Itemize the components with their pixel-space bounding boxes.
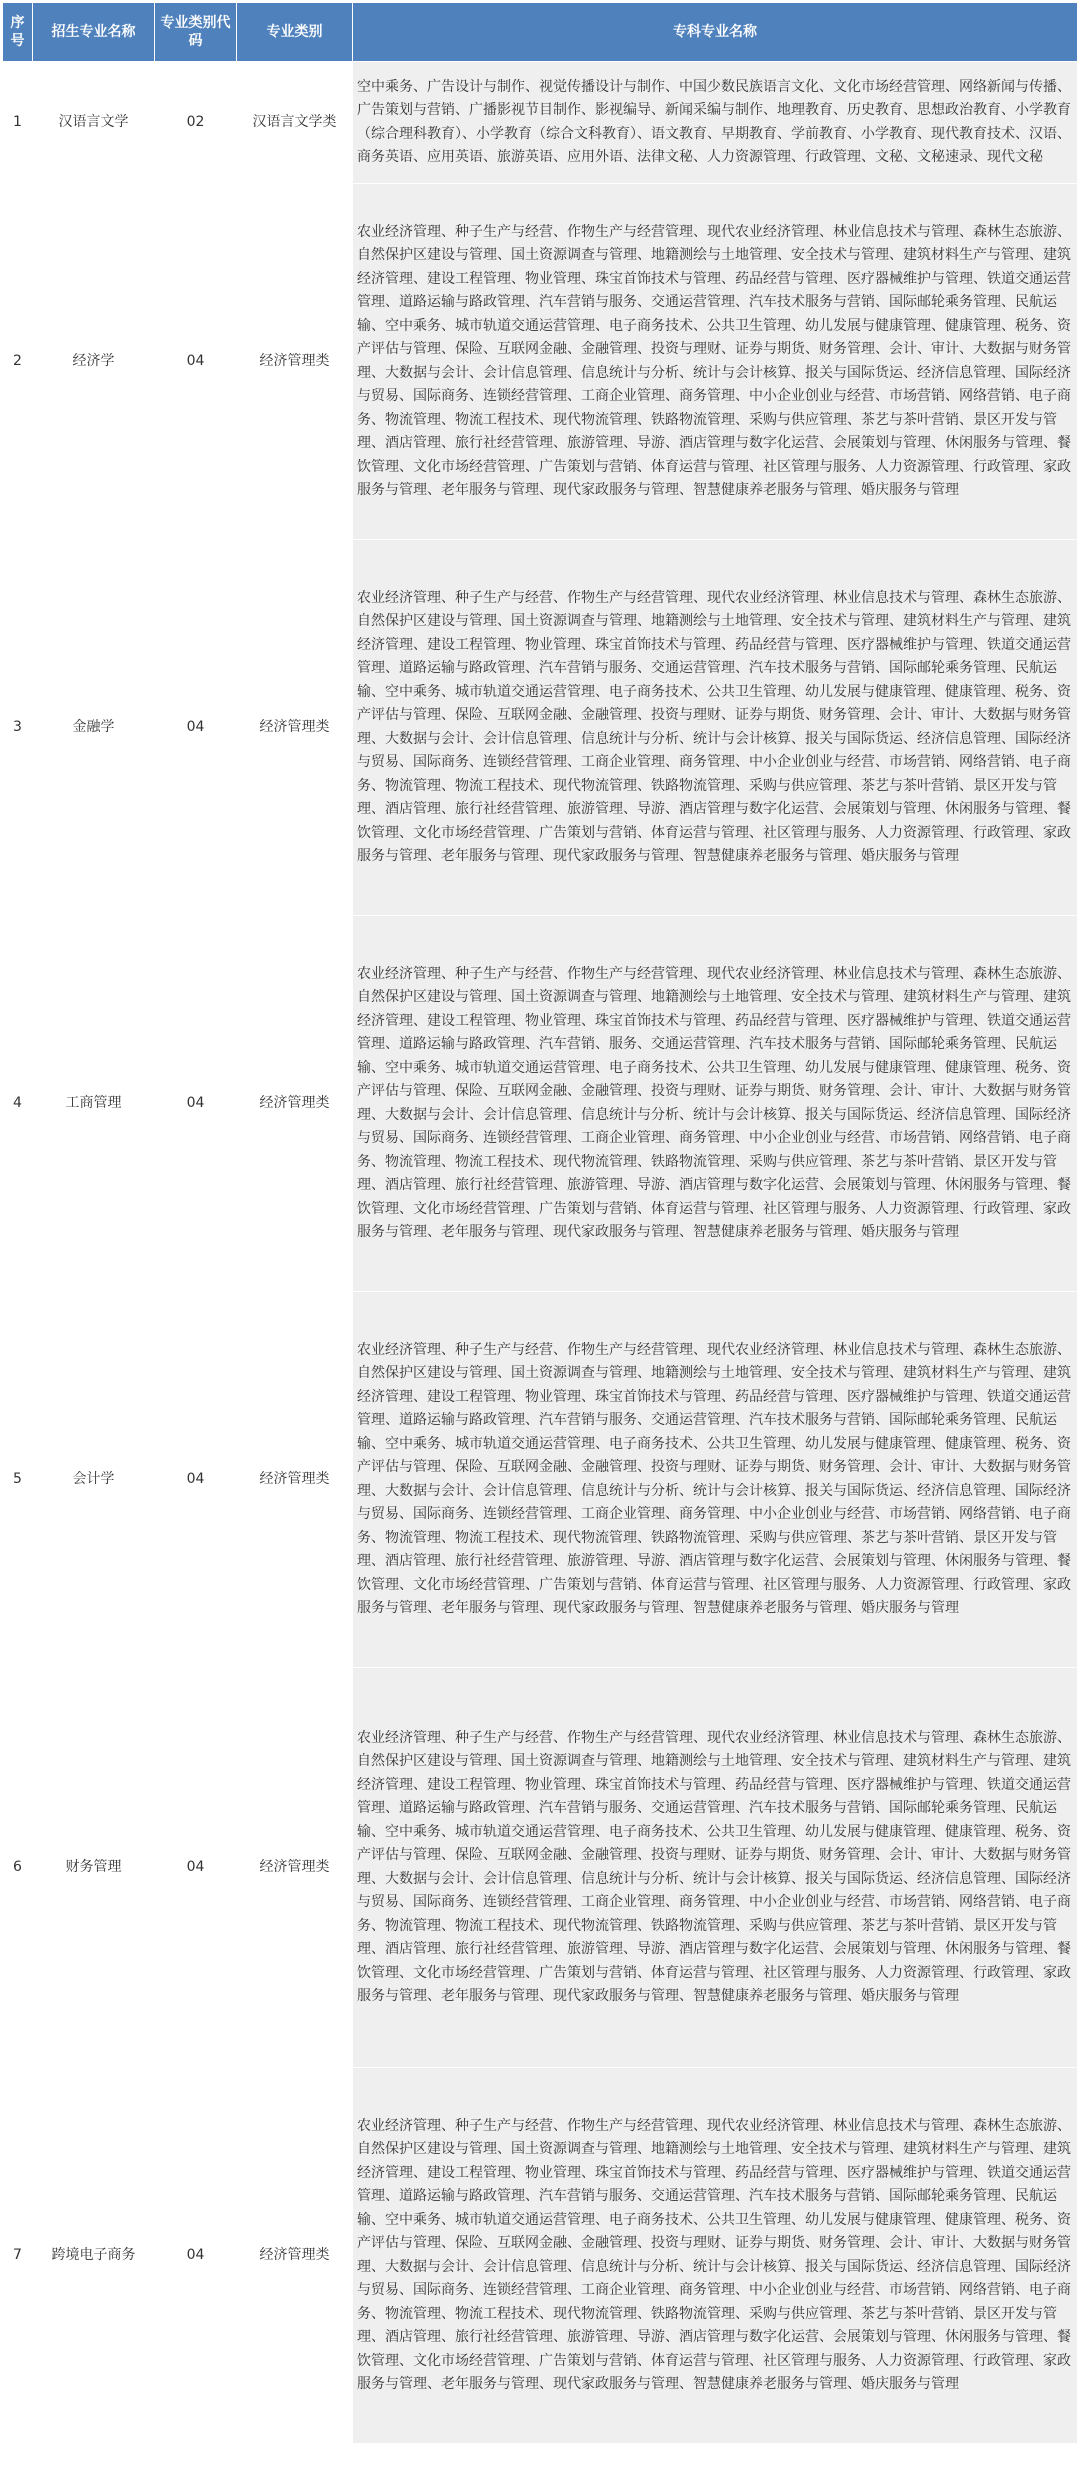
row-index: 3: [3, 540, 33, 916]
row-specialties: 农业经济管理、种子生产与经营、作物生产与经营管理、现代农业经济管理、林业信息技术与管理、森林生态旅游、自然保护区建设与管理、国土资源调查与管理、地籍测绘与土地管理、安全技术与管理、建筑材料生产与管理、建筑经济管理、建设工程管理、物业管理、珠宝首饰技术与管理、药品经营与管理、医疗器械维护与管理、铁道交通运营管理、道路运输与路政管理、汽车营销与服务、交通运营管理、汽车技术服务与营销、国际邮轮乘务管理、民航运输、空中乘务、城市轨道交通运营管理、电子商务技术、公共卫生管理、幼儿发展与健康管理、健康管理、税务、资产评估与管理、保险、互联网金融、金融管理、投资与理财、证券与期货、财务管理、会计、审计、大数据与财务管理、大数据与会计、会计信息管理、信息统计与分析、统计与会计核算、报关与国际货运、经济信息管理、国际经济与贸易、国际商务、连锁经营管理、工商企业管理、商务管理、中小企业创业与经营、市场营销、网络营销、电子商务、物流管理、物流工程技术、现代物流管理、铁路物流管理、采购与供应管理、茶艺与茶叶营销、景区开发与管理、酒店管理、旅行社经营管理、旅游管理、导游、酒店管理与数字化运营、会展策划与管理、休闲服务与管理、餐饮管理、文化市场经营管理、广告策划与营销、体育运营与管理、社区管理与服务、人力资源管理、行政管理、家政服务与管理、老年服务与管理、现代家政服务与管理、智慧健康养老服务与管理、婚庆服务与管理: [353, 2068, 1078, 2444]
row-category-code: 04: [155, 184, 237, 540]
row-index: 5: [3, 1292, 33, 1668]
row-category-code: 04: [155, 540, 237, 916]
table-row: [3, 184, 1078, 540]
row-major-name: 金融学: [33, 540, 155, 916]
table-row: [3, 1668, 1078, 2068]
row-specialties: 农业经济管理、种子生产与经营、作物生产与经营管理、现代农业经济管理、林业信息技术与管理、森林生态旅游、自然保护区建设与管理、国土资源调查与管理、地籍测绘与土地管理、安全技术与管理、建筑材料生产与管理、建筑经济管理、建设工程管理、物业管理、珠宝首饰技术与管理、药品经营与管理、医疗器械维护与管理、铁道交通运营管理、道路运输与路政管理、汽车营销与服务、交通运营管理、汽车技术服务与营销、国际邮轮乘务管理、民航运输、空中乘务、城市轨道交通运营管理、电子商务技术、公共卫生管理、幼儿发展与健康管理、健康管理、税务、资产评估与管理、保险、互联网金融、金融管理、投资与理财、证券与期货、财务管理、会计、审计、大数据与财务管理、大数据与会计、会计信息管理、信息统计与分析、统计与会计核算、报关与国际货运、经济信息管理、国际经济与贸易、国际商务、连锁经营管理、工商企业管理、商务管理、中小企业创业与经营、市场营销、网络营销、电子商务、物流管理、物流工程技术、现代物流管理、铁路物流管理、采购与供应管理、茶艺与茶叶营销、景区开发与管理、酒店管理、旅行社经营管理、旅游管理、导游、酒店管理与数字化运营、会展策划与管理、休闲服务与管理、餐饮管理、文化市场经营管理、广告策划与营销、体育运营与管理、社区管理与服务、人力资源管理、行政管理、家政服务与管理、老年服务与管理、现代家政服务与管理、智慧健康养老服务与管理、婚庆服务与管理: [353, 184, 1078, 540]
row-major-name: 财务管理: [33, 1668, 155, 2068]
header-category-code: 专业类别代码: [155, 3, 237, 62]
row-index: 2: [3, 184, 33, 540]
row-category-code: 04: [155, 916, 237, 1292]
table-row: [3, 916, 1078, 1292]
row-major-name: 经济学: [33, 184, 155, 540]
row-category-code: 02: [155, 62, 237, 184]
row-index: 4: [3, 916, 33, 1292]
row-specialties: 农业经济管理、种子生产与经营、作物生产与经营管理、现代农业经济管理、林业信息技术与管理、森林生态旅游、自然保护区建设与管理、国土资源调查与管理、地籍测绘与土地管理、安全技术与管理、建筑材料生产与管理、建筑经济管理、建设工程管理、物业管理、珠宝首饰技术与管理、药品经营与管理、医疗器械维护与管理、铁道交通运营管理、道路运输与路政管理、汽车营销与服务、交通运营管理、汽车技术服务与营销、国际邮轮乘务管理、民航运输、空中乘务、城市轨道交通运营管理、电子商务技术、公共卫生管理、幼儿发展与健康管理、健康管理、税务、资产评估与管理、保险、互联网金融、金融管理、投资与理财、证券与期货、财务管理、会计、审计、大数据与财务管理、大数据与会计、会计信息管理、信息统计与分析、统计与会计核算、报关与国际货运、经济信息管理、国际经济与贸易、国际商务、连锁经营管理、工商企业管理、商务管理、中小企业创业与经营、市场营销、网络营销、电子商务、物流管理、物流工程技术、现代物流管理、铁路物流管理、采购与供应管理、茶艺与茶叶营销、景区开发与管理、酒店管理、旅行社经营管理、旅游管理、导游、酒店管理与数字化运营、会展策划与管理、休闲服务与管理、餐饮管理、文化市场经营管理、广告策划与营销、体育运营与管理、社区管理与服务、人力资源管理、行政管理、家政服务与管理、老年服务与管理、现代家政服务与管理、智慧健康养老服务与管理、婚庆服务与管理: [353, 1668, 1078, 2068]
row-specialties: 空中乘务、广告设计与制作、视觉传播设计与制作、中国少数民族语言文化、文化市场经营管理、网络新闻与传播、广告策划与营销、广播影视节目制作、影视编导、新闻采编与制作、地理教育、历史教育、思想政治教育、小学教育（综合理科教育）、小学教育（综合文科教育）、语文教育、早期教育、学前教育、小学教育、现代教育技术、汉语、商务英语、应用英语、旅游英语、应用外语、法律文秘、人力资源管理、行政管理、文秘、文秘速录、现代文秘: [353, 62, 1078, 184]
row-major-name: 工商管理: [33, 916, 155, 1292]
row-category: 经济管理类: [237, 540, 353, 916]
table-row: [3, 2068, 1078, 2444]
row-index: 7: [3, 2068, 33, 2444]
row-major-name: 汉语言文学: [33, 62, 155, 184]
row-major-name: 会计学: [33, 1292, 155, 1668]
row-category: 汉语言文学类: [237, 62, 353, 184]
major-table: [2, 2, 1078, 2444]
row-category: 经济管理类: [237, 1292, 353, 1668]
table-header: [3, 3, 1078, 62]
row-specialties: 农业经济管理、种子生产与经营、作物生产与经营管理、现代农业经济管理、林业信息技术与管理、森林生态旅游、自然保护区建设与管理、国土资源调查与管理、地籍测绘与土地管理、安全技术与管理、建筑材料生产与管理、建筑经济管理、建设工程管理、物业管理、珠宝首饰技术与管理、药品经营与管理、医疗器械维护与管理、铁道交通运营管理、道路运输与路政管理、汽车营销、服务、交通运营管理、汽车技术服务与营销、国际邮轮乘务管理、民航运输、空中乘务、城市轨道交通运营管理、电子商务技术、公共卫生管理、幼儿发展与健康管理、健康管理、税务、资产评估与管理、保险、互联网金融、金融管理、投资与理财、证券与期货、财务管理、会计、审计、大数据与财务管理、大数据与会计、会计信息管理、信息统计与分析、统计与会计核算、报关与国际货运、经济信息管理、国际经济与贸易、国际商务、连锁经营管理、工商企业管理、商务管理、中小企业创业与经营、市场营销、网络营销、电子商务、物流管理、物流工程技术、现代物流管理、铁路物流管理、采购与供应管理、茶艺与茶叶营销、景区开发与管理、酒店管理、旅行社经营管理、旅游管理、导游、酒店管理与数字化运营、会展策划与管理、休闲服务与管理、餐饮管理、文化市场经营管理、广告策划与营销、体育运营与管理、社区管理与服务、人力资源管理、行政管理、家政服务与管理、老年服务与管理、现代家政服务与管理、智慧健康养老服务与管理、婚庆服务与管理: [353, 916, 1078, 1292]
row-category: 经济管理类: [237, 916, 353, 1292]
header-category: 专业类别: [237, 3, 353, 62]
table-row: [3, 540, 1078, 916]
header-row: [3, 3, 1078, 62]
row-index: 1: [3, 62, 33, 184]
row-major-name: 跨境电子商务: [33, 2068, 155, 2444]
row-category-code: 04: [155, 2068, 237, 2444]
header-specialties: 专科专业名称: [353, 3, 1078, 62]
header-major-name: 招生专业名称: [33, 3, 155, 62]
table-row: [3, 62, 1078, 184]
table-row: [3, 1292, 1078, 1668]
row-specialties: 农业经济管理、种子生产与经营、作物生产与经营管理、现代农业经济管理、林业信息技术与管理、森林生态旅游、自然保护区建设与管理、国土资源调查与管理、地籍测绘与土地管理、安全技术与管理、建筑材料生产与管理、建筑经济管理、建设工程管理、物业管理、珠宝首饰技术与管理、药品经营与管理、医疗器械维护与管理、铁道交通运营管理、道路运输与路政管理、汽车营销与服务、交通运营管理、汽车技术服务与营销、国际邮轮乘务管理、民航运输、空中乘务、城市轨道交通运营管理、电子商务技术、公共卫生管理、幼儿发展与健康管理、健康管理、税务、资产评估与管理、保险、互联网金融、金融管理、投资与理财、证券与期货、财务管理、会计、审计、大数据与财务管理、大数据与会计、会计信息管理、信息统计与分析、统计与会计核算、报关与国际货运、经济信息管理、国际经济与贸易、国际商务、连锁经营管理、工商企业管理、商务管理、中小企业创业与经营、市场营销、网络营销、电子商务、物流管理、物流工程技术、现代物流管理、铁路物流管理、采购与供应管理、茶艺与茶叶营销、景区开发与管理、酒店管理、旅行社经营管理、旅游管理、导游、酒店管理与数字化运营、会展策划与管理、休闲服务与管理、餐饮管理、文化市场经营管理、广告策划与营销、体育运营与管理、社区管理与服务、人力资源管理、行政管理、家政服务与管理、老年服务与管理、现代家政服务与管理、智慧健康养老服务与管理、婚庆服务与管理: [353, 540, 1078, 916]
row-index: 6: [3, 1668, 33, 2068]
header-index: 序号: [3, 3, 33, 62]
row-category: 经济管理类: [237, 1668, 353, 2068]
row-category: 经济管理类: [237, 184, 353, 540]
row-category-code: 04: [155, 1668, 237, 2068]
row-specialties: 农业经济管理、种子生产与经营、作物生产与经营管理、现代农业经济管理、林业信息技术与管理、森林生态旅游、自然保护区建设与管理、国土资源调查与管理、地籍测绘与土地管理、安全技术与管理、建筑材料生产与管理、建筑经济管理、建设工程管理、物业管理、珠宝首饰技术与管理、药品经营与管理、医疗器械维护与管理、铁道交通运营管理、道路运输与路政管理、汽车营销与服务、交通运营管理、汽车技术服务与营销、国际邮轮乘务管理、民航运输、空中乘务、城市轨道交通运营管理、电子商务技术、公共卫生管理、幼儿发展与健康管理、健康管理、税务、资产评估与管理、保险、互联网金融、金融管理、投资与理财、证券与期货、财务管理、会计、审计、大数据与财务管理、大数据与会计、会计信息管理、信息统计与分析、统计与会计核算、报关与国际货运、经济信息管理、国际经济与贸易、国际商务、连锁经营管理、工商企业管理、商务管理、中小企业创业与经营、市场营销、网络营销、电子商务、物流管理、物流工程技术、现代物流管理、铁路物流管理、采购与供应管理、茶艺与茶叶营销、景区开发与管理、酒店管理、旅行社经营管理、旅游管理、导游、酒店管理与数字化运营、会展策划与管理、休闲服务与管理、餐饮管理、文化市场经营管理、广告策划与营销、体育运营与管理、社区管理与服务、人力资源管理、行政管理、家政服务与管理、老年服务与管理、现代家政服务与管理、智慧健康养老服务与管理、婚庆服务与管理: [353, 1292, 1078, 1668]
table-body: [3, 62, 1078, 2444]
row-category-code: 04: [155, 1292, 237, 1668]
row-category: 经济管理类: [237, 2068, 353, 2444]
